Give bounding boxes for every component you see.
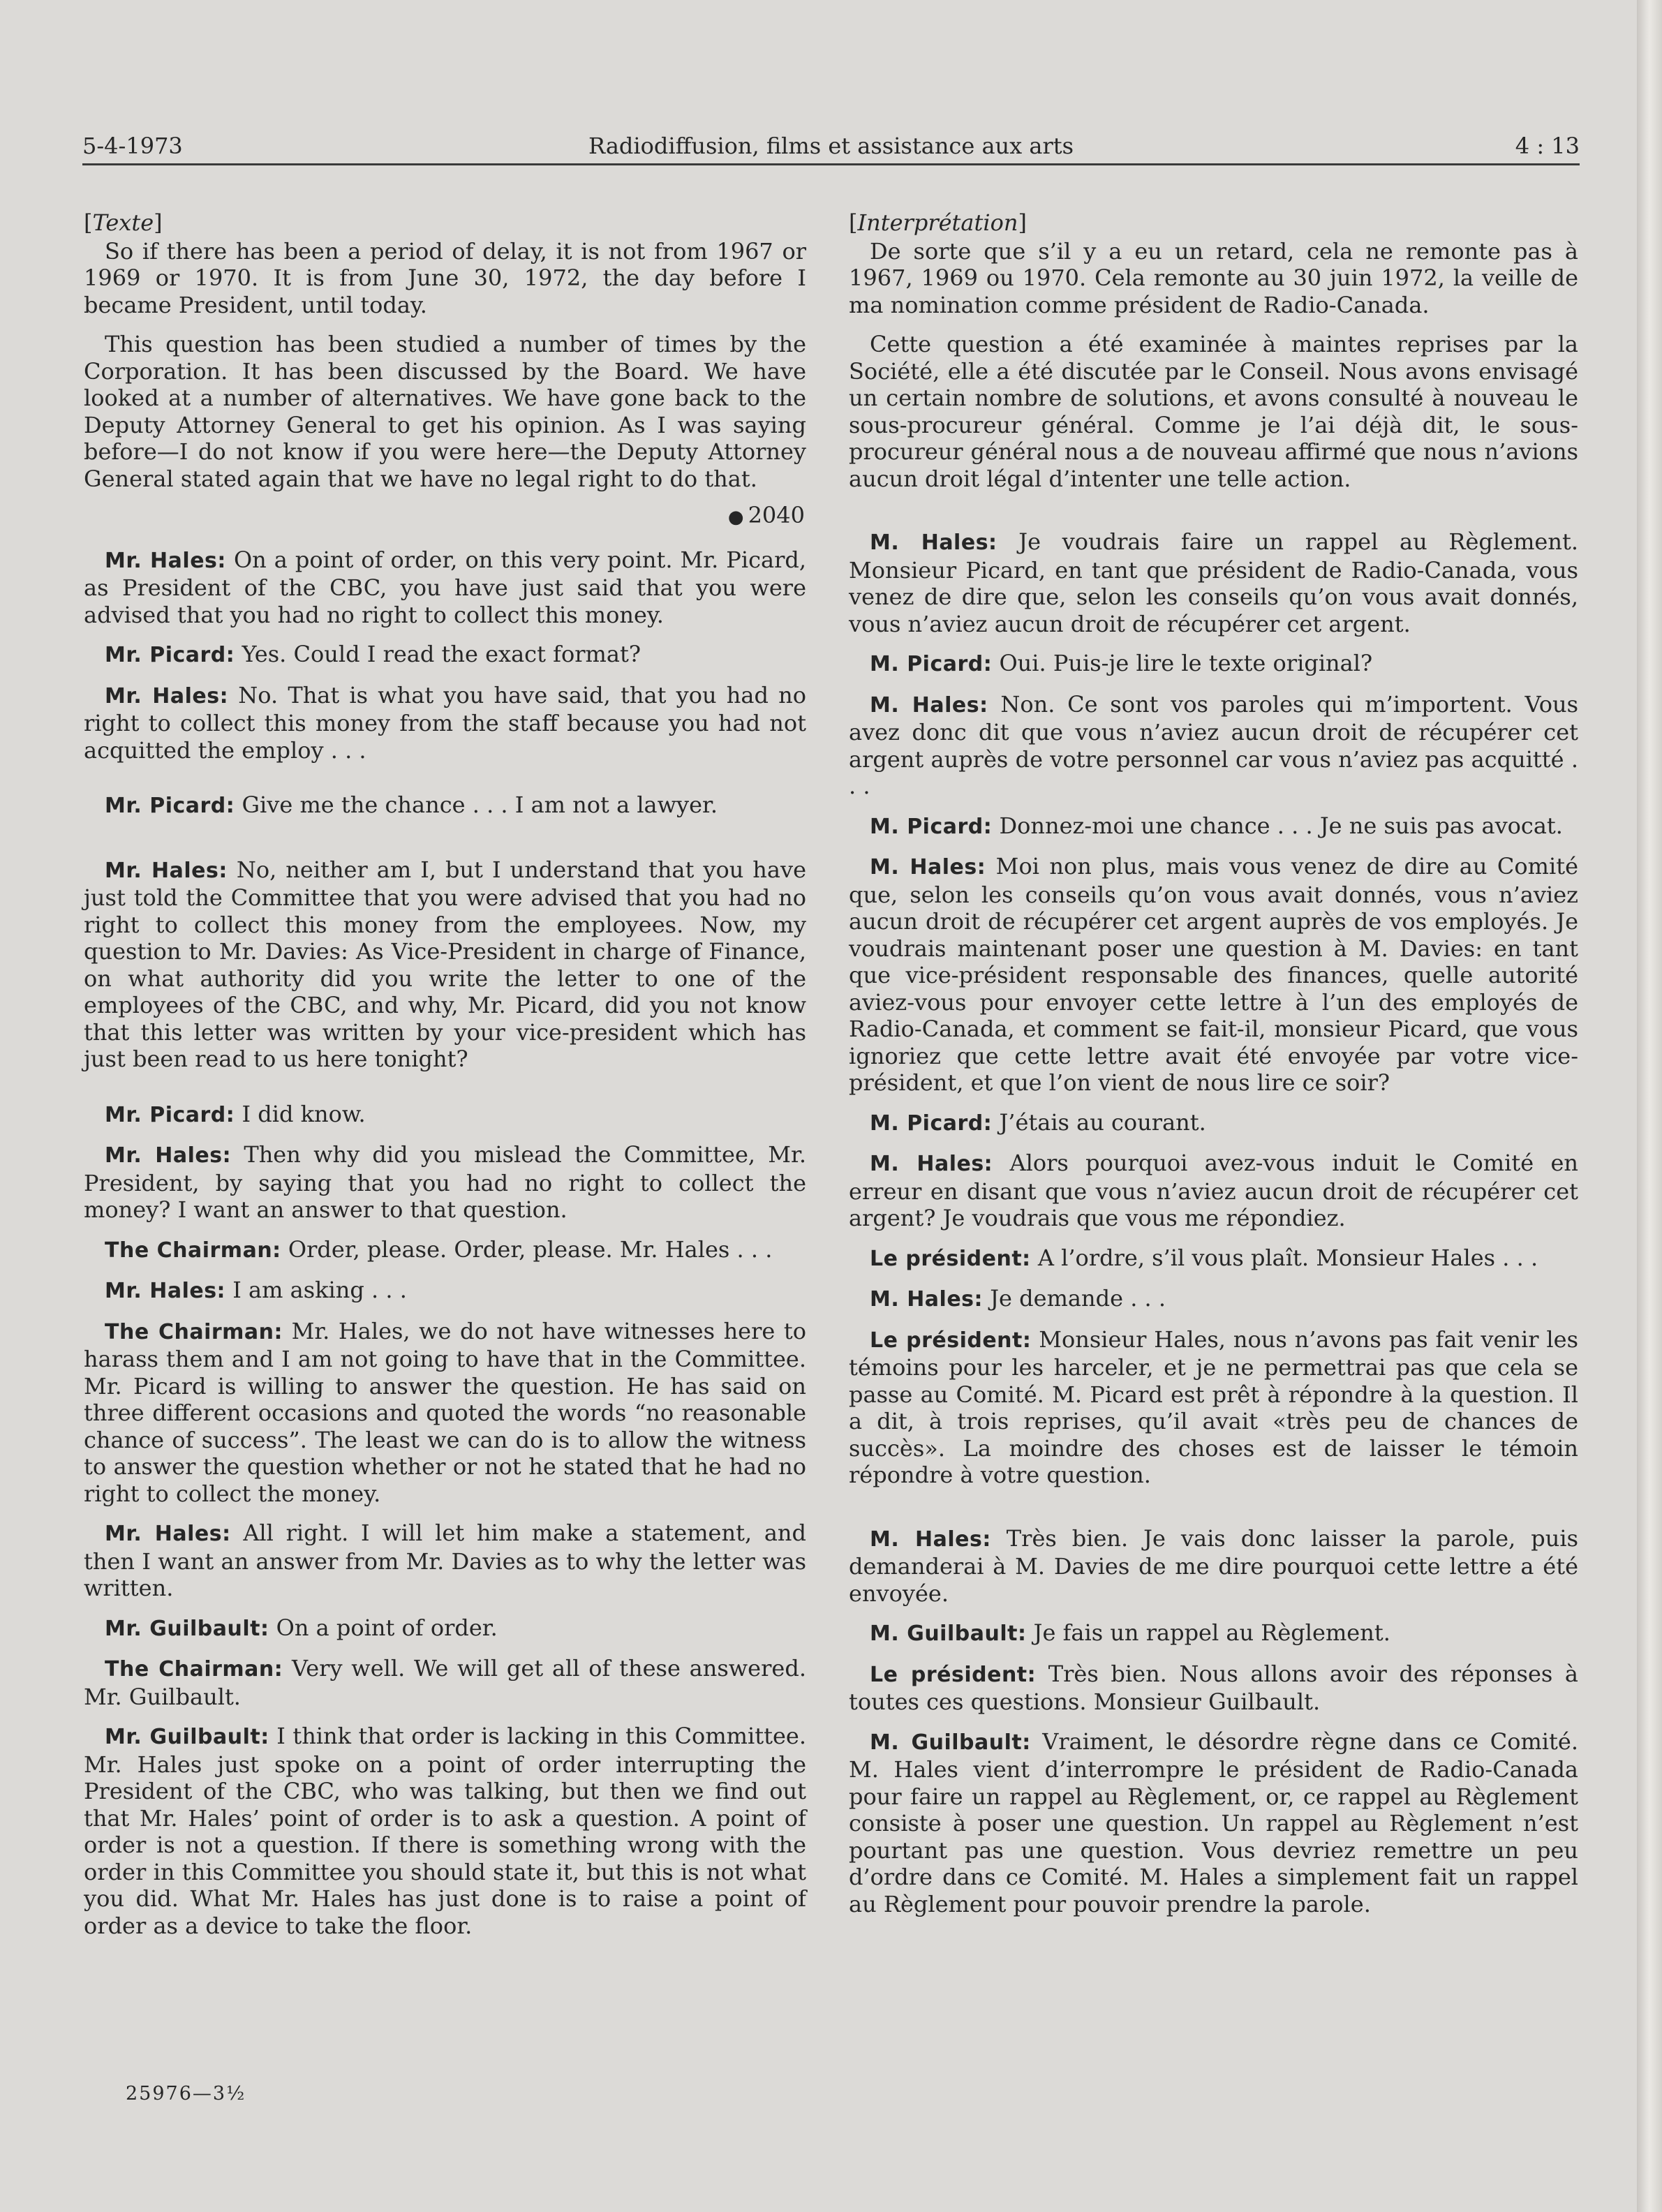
speaker-name: M. Hales: [870,1152,993,1176]
speaker-name: M. Hales: [870,692,988,718]
french-exchanges [849,528,1578,1917]
header-page-number: 4 : 13 [1515,133,1580,159]
english-exchange: The Chairman: Mr. Hales, we do not have witnesses here to harass them and I am not going to have that in the Committee. Mr. Picard is willing to answer the question. He has said on three different occasions and quoted the words “no reasonable chance of success”. The least we can do is to allow the witness to answer the question whether or not he stated that he had no right to collect the money. [84,1317,807,1507]
english-exchange: Mr. Picard: Yes. Could I read the exact format? [105,641,641,667]
english-exchange: The Chairman: Order, please. Order, please. Mr. Hales . . . [105,1235,773,1263]
speaker-name: M. Hales: [870,1287,984,1312]
english-intro [84,238,806,493]
english-exchange: Mr. Guilbault: On a point of order. [105,1614,498,1641]
french-exchange: M. Hales: Je voudrais faire un rappel au Règlement. Monsieur Picard, en tant que président de Radio-Canada, vous venez de dire que, selon les conseils qu’on vous avait donnés, vous n’aviez aucun droit de récupérer cet argent. [849,528,1579,637]
english-exchange: Mr. Hales: I am asking . . . [105,1277,407,1303]
french-exchange: Le président: Monsieur Hales, nous n’avons pas fait venir les témoins pour les harceler, et je ne permettrai pas que cela se passe au Comité. M. Picard est prêt à répondre à la question. Il a dit, à trois reprises, qu’il avait «très peu de chances de succès». La moindre des choses est de laisser le témoin répondre à votre question. [849,1326,1579,1488]
english-exchange: Mr. Hales: Then why did you mislead the Committee, Mr. President, by saying that you had no right to collect the money? I want an answer to that question. [84,1141,807,1223]
french-exchange: M. Guilbault: Vraiment, le désordre règne dans ce Comité. M. Hales vient d’interrompre le président de Radio-Canada pour faire un rappel au Règlement, or, ce rappel au Règlement consiste à poser une question. Un rappel au Règlement n’est pourtant pas une question. Vous devriez remettre un peu d’ordre dans ce Comité. M. Hales a simplement fait un rappel au Règlement pour pouvoir prendre la parole. [849,1728,1579,1917]
english-exchange: Mr. Picard: Give me the chance . . . I am not a lawyer. [105,792,718,818]
print-code: 25976—3½ [126,2083,246,2105]
english-exchange: Mr. Hales: No. That is what you have said, that you had no right to collect this money from the staff because you had not acquitted the employ . . . [84,681,807,764]
speaker-name: Mr. Hales: [105,1143,232,1168]
french-exchange: Le président: Très bien. Nous allons avoir des réponses à toutes ces questions. Monsieur Guilbault. [849,1660,1579,1715]
english-exchange: The Chairman: Very well. We will get all of these answered. Mr. Guilbault. [84,1655,807,1710]
running-header [82,130,1580,165]
french-paragraph: De sorte que s’il y a eu un retard, cela ne remonte pas à 1967, 1969 ou 1970. Cela remonte au 30 juin 1972, la veille de ma nomination comme président de Radio-Canada. [849,237,1578,318]
speaker-name: The Chairman: [105,1319,283,1344]
speaker-name: The Chairman: [105,1238,281,1263]
speaker-name: M. Hales: [870,855,986,879]
speaker-name: Mr. Picard: [105,794,235,818]
english-paragraph: So if there has been a period of delay, it is not from 1967 or 1969 or 1970. It is from June 30, 1972, the day before I became President, until today. [84,237,806,318]
speaker-name: M. Guilbault: [870,1621,1027,1646]
speaker-name: Mr. Guilbault: [105,1616,269,1641]
english-paragraph: This question has been studied a number of times by the Corporation. It has been discussed by the Board. We have looked at a number of alternatives. We have gone back to the Deputy Attorney General to get his opinion. As I was saying before—I do not know if you were here—the Deputy Attorney General stated again that we have no legal right to do that. [84,331,806,492]
french-exchange: M. Hales: Je demande . . . [870,1285,1166,1312]
french-exchange: M. Hales: Alors pourquoi avez-vous induit le Comité en erreur en disant que vous n’aviez aucun droit de récupérer cet argent? Je voudrais que vous me répondiez. [849,1150,1579,1231]
speaker-name: Mr. Guilbault: [105,1725,269,1749]
french-exchange: M. Picard: Oui. Puis-je lire le texte original? [870,650,1373,676]
time-marker: ● 2040 [727,502,805,528]
speaker-name: Mr. Hales: [105,1522,231,1546]
speaker-name: Le président: [870,1328,1032,1353]
header-date: 5-4-1973 [82,133,183,159]
speaker-name: Mr. Hales: [105,858,228,883]
speaker-name: Mr. Picard: [105,643,235,667]
english-exchange: Mr. Hales: No, neither am I, but I understand that you have just told the Committee that you were advised that you had no right to collect this money from the employees. Now, my question to Mr. Davies: As Vice-President in charge of Finance, on what authority did you write the letter to one of the employees of the CBC, and why, Mr. Picard, did you not know that this letter was written by your vice-president which has just been read to us here tonight? [84,856,807,1072]
speaker-name: Mr. Hales: [105,683,229,708]
speaker-name: Le président: [870,1246,1031,1271]
french-paragraph: Cette question a été examinée à maintes reprises par la Société, elle a été discutée par le Conseil. Nous avons envisagé un certain nombre de solutions, et avons consulté à nouveau le sous-procureur général. Comme je l’ai déjà dit, le sous-procureur général nous a de nouveau affirmé que nous n’avions aucun droit légal d’intenter une telle action. [849,331,1578,492]
english-exchanges [84,547,806,1940]
english-section-label: [Texte] [84,209,163,236]
speaker-name: M. Picard: [870,814,993,839]
french-exchange: M. Picard: J’étais au courant. [870,1108,1206,1136]
bullet-icon: ● [727,507,744,528]
speaker-name: The Chairman: [105,1657,283,1682]
french-exchange: M. Hales: Moi non plus, mais vous venez de dire au Comité que, selon les conseils qu’on vous avait donnés, vous n’aviez aucun droit de récupérer cet argent auprès de vos employés. Je voudrais maintenant poser une question à M. Davies: en tant que vice-président responsable des finances, quelle autorité aviez-vous pour envoyer cette lettre à l’un des employés de Radio-Canada, et comment se fait-il, monsieur Picard, que vous ignoriez que cette lettre avait été envoyée par votre vice-président, et que l’on vient de nous lire ce soir? [849,853,1579,1096]
french-exchange: M. Hales: Très bien. Je vais donc laisser la parole, puis demanderai à M. Davies de me dire pourquoi cette lettre a été envoyée. [849,1524,1578,1607]
english-exchange: Mr. Hales: On a point of order, on this very point. Mr. Picard, as President of the CBC, you have just said that you were advised that you had no right to collect this money. [84,546,807,628]
french-column [849,209,1578,1930]
french-exchange: Le président: A l’ordre, s’il vous plaît. Monsieur Hales . . . [870,1244,1538,1271]
french-exchange: M. Hales: Non. Ce sont vos paroles qui m’importent. Vous avez donc dit que vous n’aviez aucun droit de récupérer cet argent auprès de votre personnel car vous n’aviez pas acquitté . . . [849,690,1579,799]
speaker-name: M. Hales: [870,1527,991,1552]
english-exchange: Mr. Hales: All right. I will let him make a statement, and then I want an answer from Mr. Davies as to why the letter was written. [84,1520,807,1601]
speaker-name: Le président: [870,1662,1037,1687]
header-title: Radiodiffusion, films et assistance aux arts [588,133,1074,159]
french-intro [849,238,1578,493]
speaker-name: M. Picard: [870,652,993,676]
speaker-name: M. Hales: [870,530,997,555]
french-section-label: [Interprétation] [849,209,1027,236]
french-exchange: M. Picard: Donnez-moi une chance . . . Je ne suis pas avocat. [870,812,1563,839]
english-exchange: Mr. Picard: I did know. [105,1100,366,1127]
english-column [84,209,806,1952]
french-exchange: M. Guilbault: Je fais un rappel au Règlement. [870,1619,1390,1646]
english-exchange: Mr. Guilbault: I think that order is lacking in this Committee. Mr. Hales just spoke on a point of order interrupting the President of the CBC, who was talking, but then we find out that Mr. Hales’ point of order is to ask a question. A point of order is not a question. If there is something wrong with the order in this Committee you should state it, but this is not what you did. What Mr. Hales has just done is to raise a point of order as a device to take the floor. [84,1723,807,1939]
speaker-name: Mr. Hales: [105,1279,226,1303]
speaker-name: M. Picard: [870,1111,993,1136]
speaker-name: Mr. Hales: [105,548,226,573]
page-edge [1637,0,1662,2212]
speaker-name: M. Guilbault: [870,1730,1031,1755]
speaker-name: Mr. Picard: [105,1102,235,1127]
